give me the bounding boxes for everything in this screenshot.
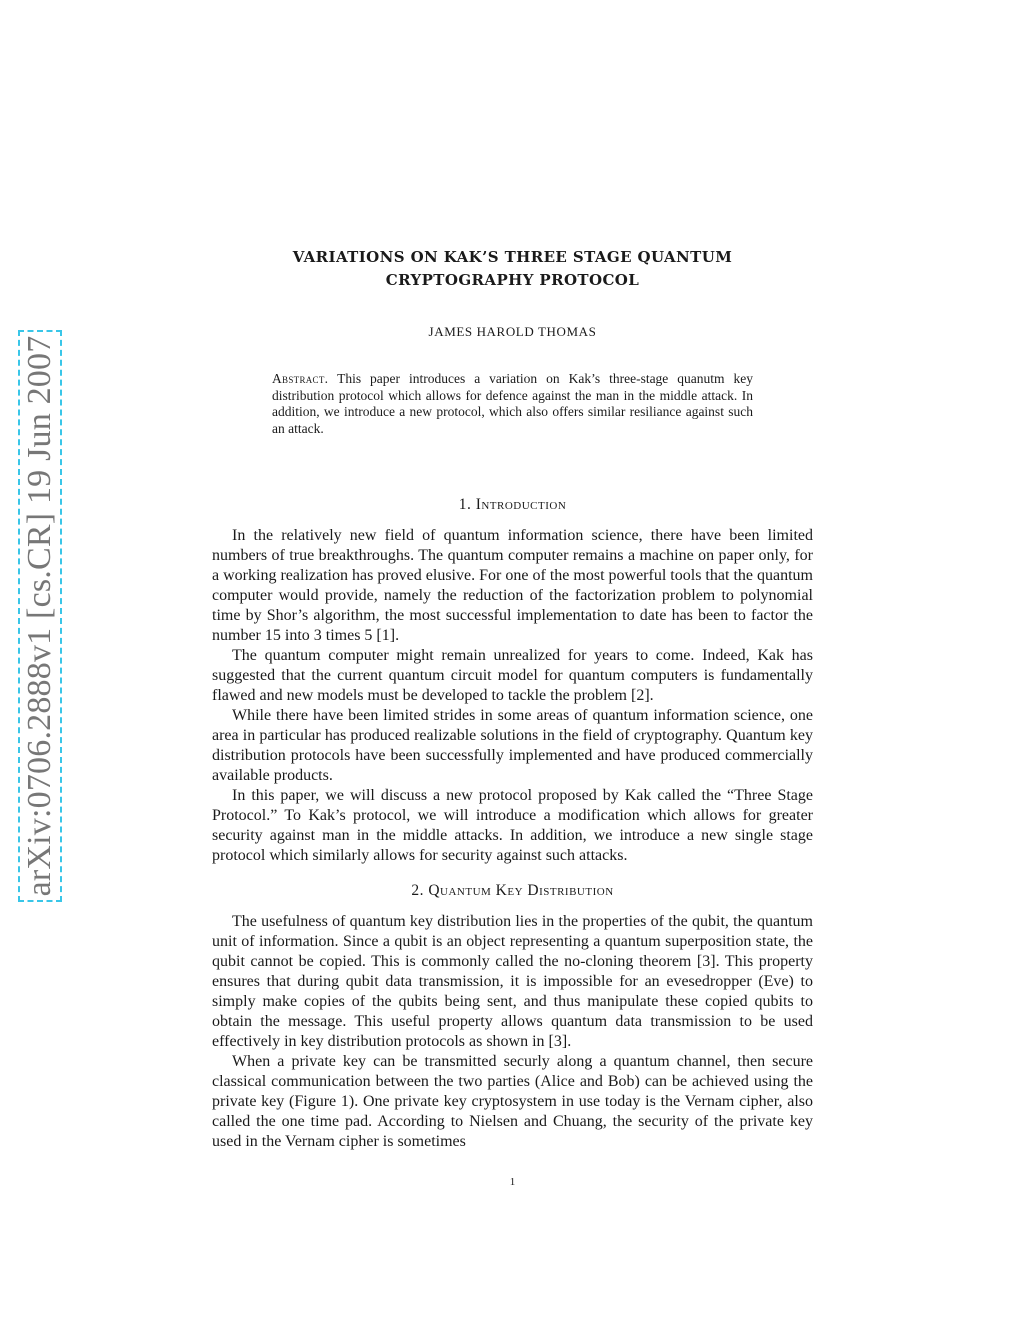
author-name: JAMES HAROLD THOMAS	[428, 324, 597, 339]
paper-title	[212, 246, 813, 292]
section-heading-introduction: 1. Introduction	[458, 496, 567, 513]
abstract	[272, 371, 753, 437]
abstract-text: This paper introduces a variation on Kak’s three-stage quanutm key distribution protocol which allows for defence against the man in the middle attack. In addition, we introduce a new protocol, which also offers similar resiliance against such an attack.	[272, 371, 753, 436]
section-body-quantum-key-distribution	[212, 912, 813, 1152]
paragraph: In the relatively new field of quantum information science, there have been limited numbers of true breakthroughs. The quantum computer remains a machine on paper only, for a working realization has proved elusive. For one of the most powerful tools that the quantum computer would provide, namely the reduction of the factorization problem to polynomial time by Shor’s algorithm, the most successful implementation to date has been to factor the number 15 into 3 times 5 [1].	[212, 527, 813, 644]
arxiv-identifier: arXiv:0706.2888v1 [cs.CR] 19 Jun 2007	[21, 335, 58, 897]
page-number: 1	[509, 1176, 516, 1188]
paragraph: The usefulness of quantum key distribution lies in the properties of the qubit, the quantum unit of information. Since a qubit is an object representing a quantum superposition state, the qubit cannot be copied. This is commonly called the no-cloning theorem [3]. This property ensures that during qubit data transmission, it is impossible for an evesedropper (Eve) to simply make copies of the qubits being sent, and thus manipulate these copied qubits to obtain the message. This useful property allows quantum data transmission to be used effectively in key distribution protocols as shown in [3].	[212, 913, 813, 1050]
paragraph: In this paper, we will discuss a new protocol proposed by Kak called the “Three Stage Protocol.” To Kak’s protocol, we will introduce a modification which allows for greater security against man in the middle attacks. In addition, we introduce a new single stage protocol which similarly allows for security against such attacks.	[212, 787, 813, 864]
abstract-label: Abstract.	[272, 371, 329, 386]
title-line-1: VARIATIONS ON KAK’S THREE STAGE QUANTUM	[292, 248, 733, 266]
section-body-introduction	[212, 526, 813, 866]
title-line-2: CRYPTOGRAPHY PROTOCOL	[385, 271, 640, 289]
paragraph: While there have been limited strides in some areas of quantum information science, one area in particular has produced realizable solutions in the field of cryptography. Quantum key distribution protocols have been successfully implemented and have produced commercially available products.	[212, 707, 813, 784]
paragraph: When a private key can be transmitted securly along a quantum channel, then secure classical communication between the two parties (Alice and Bob) can be achieved using the private key (Figure 1). One private key cryptosystem in use today is the Vernam cipher, also called the one time pad. According to Nielsen and Chuang, the security of the private key used in the Vernam cipher is sometimes	[212, 1053, 813, 1150]
section-heading-quantum-key-distribution: 2. Quantum Key Distribution	[411, 882, 614, 899]
arxiv-stamp	[18, 330, 62, 902]
paragraph: The quantum computer might remain unrealized for years to come. Indeed, Kak has suggested that the current quantum circuit model for quantum computers is fundamentally flawed and new models must be developed to tackle the problem [2].	[212, 647, 813, 704]
